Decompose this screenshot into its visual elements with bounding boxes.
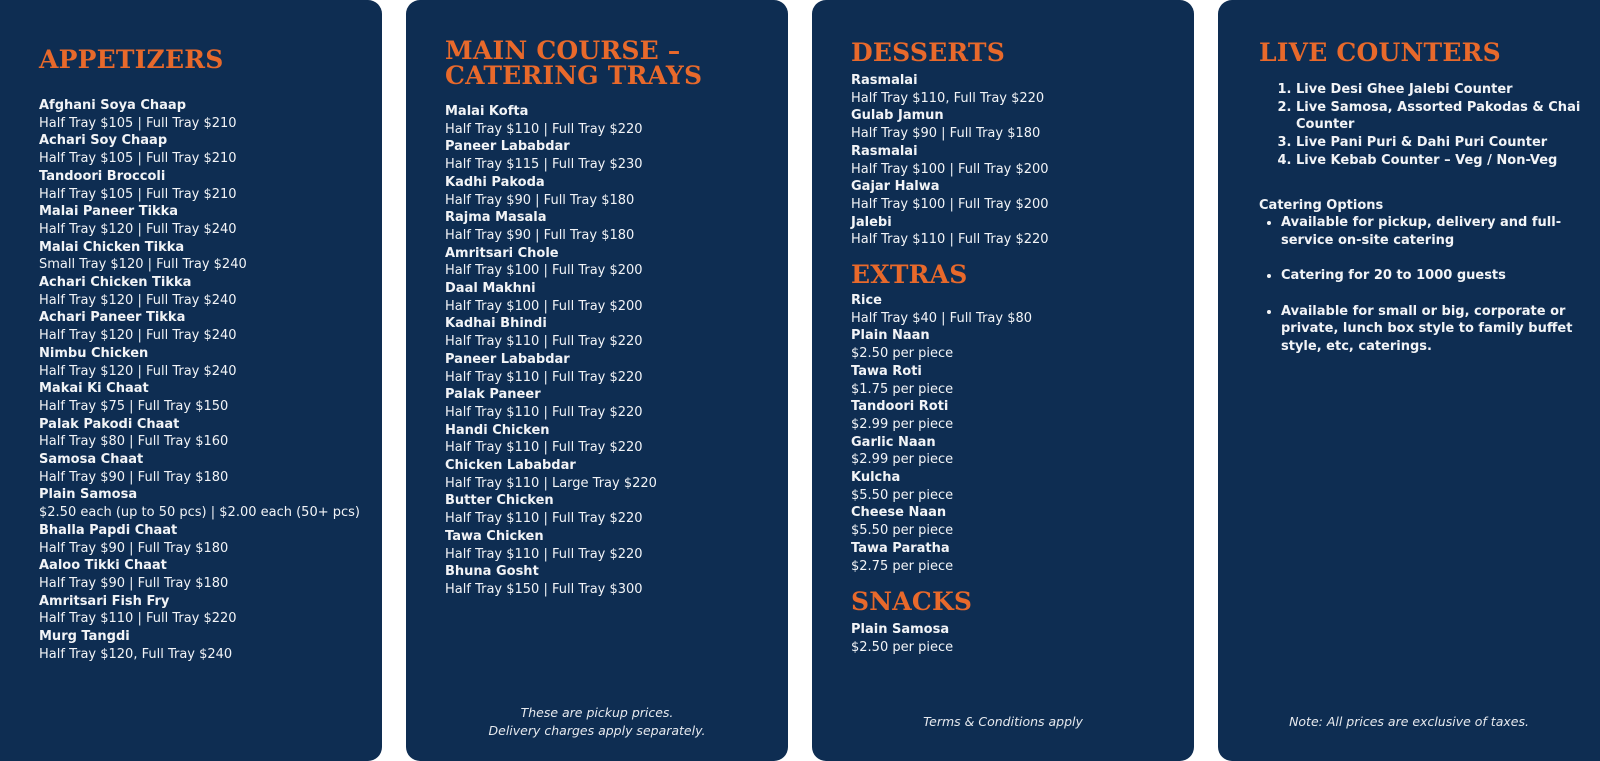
main-course-panel bbox=[406, 0, 788, 761]
desserts-list bbox=[851, 72, 1174, 249]
menu-item-price: Half Tray $110 | Full Tray $220 bbox=[445, 404, 643, 420]
menu-item-price: Half Tray $100 | Full Tray $200 bbox=[851, 161, 1049, 177]
menu-item-name: Makai Ki Chaat bbox=[39, 381, 149, 397]
menu-item-price: Half Tray $90 | Full Tray $180 bbox=[39, 469, 229, 485]
menu-item-name: Paneer Lababdar bbox=[445, 139, 570, 155]
menu-item-price: Half Tray $105 | Full Tray $210 bbox=[39, 115, 237, 131]
menu-item-name: Tawa Paratha bbox=[851, 540, 950, 556]
pickup-note-line2: Delivery charges apply separately. bbox=[488, 722, 706, 738]
menu-item-price: Half Tray $110 | Full Tray $220 bbox=[445, 440, 643, 456]
live-counters-heading: LIVE COUNTERS bbox=[1259, 38, 1501, 67]
menu-item-name: Malai Kofta bbox=[445, 104, 529, 119]
menu-item bbox=[39, 274, 362, 309]
menu-item bbox=[851, 398, 1174, 433]
menu-item-price: Half Tray $100 | Full Tray $200 bbox=[445, 263, 643, 279]
counter-item: 3. Live Pani Puri & Dahi Puri Counter bbox=[1296, 134, 1586, 152]
menu-item-price: $5.50 per piece bbox=[851, 487, 954, 503]
menu-item-price: Half Tray $90 | Full Tray $180 bbox=[445, 192, 635, 208]
menu-item-name: Chicken Lababdar bbox=[445, 458, 576, 474]
menu-item-price: Half Tray $110 | Full Tray $220 bbox=[445, 511, 643, 527]
menu-item-price: Half Tray $75 | Full Tray $150 bbox=[39, 398, 229, 414]
menu-item-name: Nimbu Chicken bbox=[39, 345, 149, 361]
main-course-content bbox=[445, 38, 768, 599]
menu-item bbox=[39, 416, 362, 451]
menu-item-price: Half Tray $80 | Full Tray $160 bbox=[39, 434, 229, 450]
menu-item-name: Gulab Jamun bbox=[851, 108, 944, 124]
menu-item bbox=[851, 363, 1174, 398]
menu-item-price: Half Tray $100 | Full Tray $200 bbox=[445, 298, 643, 314]
menu-item bbox=[39, 628, 362, 663]
menu-item bbox=[851, 143, 1174, 178]
pickup-note-line1: These are pickup prices. bbox=[520, 705, 674, 720]
menu-item-name: Bhalla Papdi Chaat bbox=[39, 522, 178, 538]
menu-item bbox=[39, 132, 362, 167]
menu-item-name: Daal Makhni bbox=[445, 281, 536, 297]
menu-item-name: Tandoori Roti bbox=[851, 399, 949, 415]
menu-item-price: Half Tray $90 | Full Tray $180 bbox=[39, 575, 229, 591]
menu-item-price: Half Tray $100 | Full Tray $200 bbox=[851, 196, 1049, 212]
menu-item-price: Half Tray $110 | Large Tray $220 bbox=[445, 475, 657, 491]
menu-item-price: Half Tray $110 | Full Tray $220 bbox=[445, 369, 643, 385]
menu-item-price: Half Tray $105 | Full Tray $210 bbox=[39, 151, 237, 167]
counter-item: 1. Live Desi Ghee Jalebi Counter bbox=[1296, 81, 1586, 99]
menu-item bbox=[445, 245, 768, 280]
desserts-extras-content bbox=[851, 40, 1174, 657]
menu-item bbox=[851, 214, 1174, 249]
counter-item: 4. Live Kebab Counter – Veg / Non-Veg bbox=[1296, 152, 1586, 170]
menu-item bbox=[445, 351, 768, 386]
menu-item-name: Amritsari Chole bbox=[445, 245, 559, 261]
menu-item-price: Half Tray $110 | Full Tray $220 bbox=[39, 611, 237, 627]
menu-item-price: Half Tray $110 | Full Tray $220 bbox=[445, 121, 643, 137]
menu-item-name: Murg Tangdi bbox=[39, 629, 130, 645]
menu-item bbox=[445, 422, 768, 457]
menu-item bbox=[851, 292, 1174, 327]
menu-item-name: Kadhi Pakoda bbox=[445, 174, 545, 190]
menu-item-name: Afghani Soya Chaap bbox=[39, 98, 186, 113]
menu-item bbox=[445, 528, 768, 563]
catering-option: • Catering for 20 to 1000 guests bbox=[1281, 267, 1586, 285]
menu-item bbox=[445, 138, 768, 173]
menu-item-name: Samosa Chaat bbox=[39, 452, 144, 468]
live-counters-list bbox=[1259, 81, 1586, 170]
menu-item bbox=[39, 593, 362, 628]
menu-item bbox=[445, 280, 768, 315]
menu-item bbox=[851, 107, 1174, 142]
menu-item-name: Rajma Masala bbox=[445, 210, 547, 226]
menu-item-name: Rasmalai bbox=[851, 73, 918, 88]
desserts-extras-panel bbox=[812, 0, 1194, 761]
menu-item-name: Paneer Lababdar bbox=[445, 351, 570, 367]
menu-item-name: Garlic Naan bbox=[851, 434, 936, 450]
tax-note: Note: All prices are exclusive of taxes. bbox=[1289, 714, 1529, 729]
menu-item bbox=[445, 174, 768, 209]
menu-item bbox=[445, 563, 768, 598]
menu-item-name: Achari Paneer Tikka bbox=[39, 310, 186, 326]
menu-item bbox=[39, 486, 362, 521]
menu-item-name: Achari Soy Chaap bbox=[39, 133, 168, 149]
appetizers-content bbox=[39, 47, 362, 664]
menu-item bbox=[851, 540, 1174, 575]
menu-item-price: Half Tray $90 | Full Tray $180 bbox=[39, 540, 229, 556]
menu-item-name: Amritsari Fish Fry bbox=[39, 593, 170, 609]
menu-item bbox=[851, 504, 1174, 539]
menu-item bbox=[445, 209, 768, 244]
menu-item-price: $5.50 per piece bbox=[851, 523, 954, 539]
menu-item bbox=[39, 309, 362, 344]
menu-item-name: Palak Pakodi Chaat bbox=[39, 416, 180, 432]
menu-item bbox=[39, 557, 362, 592]
pickup-note bbox=[406, 704, 788, 739]
menu-item bbox=[39, 168, 362, 203]
menu-item-name: Plain Naan bbox=[851, 328, 930, 344]
menu-item-price: Half Tray $120 | Full Tray $240 bbox=[39, 221, 237, 237]
menu-item bbox=[851, 469, 1174, 504]
menu-item-name: Kadhai Bhindi bbox=[445, 316, 547, 332]
menu-item-name: Achari Chicken Tikka bbox=[39, 275, 192, 291]
menu-item-price: Half Tray $110 | Full Tray $220 bbox=[851, 232, 1049, 248]
menu-item-price: $2.50 per piece bbox=[851, 639, 954, 655]
menu-item bbox=[39, 451, 362, 486]
menu-item-name: Palak Paneer bbox=[445, 387, 541, 403]
appetizers-panel bbox=[0, 0, 382, 761]
menu-item-name: Bhuna Gosht bbox=[445, 564, 539, 580]
menu-item-price: Half Tray $120 | Full Tray $240 bbox=[39, 328, 237, 344]
menu-item-name: Gajar Halwa bbox=[851, 179, 940, 195]
live-counters-panel bbox=[1218, 0, 1600, 761]
menu-item-price: $1.75 per piece bbox=[851, 381, 954, 397]
menu-item bbox=[39, 97, 362, 132]
menu-item-price: Half Tray $105 | Full Tray $210 bbox=[39, 186, 237, 202]
menu-item-price: Half Tray $110 | Full Tray $220 bbox=[445, 546, 643, 562]
menu-item bbox=[851, 178, 1174, 213]
menu-item bbox=[39, 345, 362, 380]
snacks-list bbox=[851, 621, 1174, 656]
menu-item-price: Small Tray $120 | Full Tray $240 bbox=[39, 257, 247, 273]
menu-item bbox=[851, 72, 1174, 107]
menu-item-name: Rasmalai bbox=[851, 143, 918, 159]
menu-item-price: Half Tray $110 | Full Tray $220 bbox=[445, 334, 643, 350]
main-course-heading-line1: MAIN COURSE – bbox=[445, 36, 681, 65]
menu-item bbox=[445, 103, 768, 138]
menu-item bbox=[851, 621, 1174, 656]
menu-item-price: Half Tray $110, Full Tray $220 bbox=[851, 90, 1045, 106]
main-course-heading bbox=[445, 38, 768, 88]
extras-list bbox=[851, 292, 1174, 575]
extras-heading: EXTRAS bbox=[851, 260, 968, 290]
menu-item bbox=[851, 434, 1174, 469]
menu-item-price: $2.50 per piece bbox=[851, 346, 954, 362]
counter-item: 2. Live Samosa, Assorted Pakodas & Chai Counter bbox=[1296, 99, 1586, 134]
menu-item bbox=[39, 380, 362, 415]
main-course-list bbox=[445, 103, 768, 599]
menu-item-name: Aaloo Tikki Chaat bbox=[39, 558, 167, 574]
menu-item-price: Half Tray $115 | Full Tray $230 bbox=[445, 157, 643, 173]
menu-item bbox=[39, 239, 362, 274]
menu-item bbox=[851, 327, 1174, 362]
menu-item-name: Malai Chicken Tikka bbox=[39, 239, 185, 255]
menu-item bbox=[445, 492, 768, 527]
main-course-heading-line2: CATERING TRAYS bbox=[445, 61, 703, 90]
live-counters-content bbox=[1259, 40, 1586, 374]
snacks-heading: SNACKS bbox=[851, 587, 973, 617]
menu-item-name: Tawa Roti bbox=[851, 363, 922, 379]
menu-item bbox=[445, 315, 768, 350]
menu-item bbox=[39, 522, 362, 557]
desserts-heading: DESSERTS bbox=[851, 38, 1005, 67]
menu-item-price: $2.99 per piece bbox=[851, 416, 954, 432]
appetizers-heading: APPETIZERS bbox=[39, 45, 224, 74]
menu-item-name: Malai Paneer Tikka bbox=[39, 204, 179, 220]
menu-item-name: Jalebi bbox=[851, 214, 892, 230]
menu-item-name: Handi Chicken bbox=[445, 422, 550, 438]
menu-item bbox=[39, 203, 362, 238]
menu-item-name: Tandoori Broccoli bbox=[39, 168, 166, 184]
menu-item-price: Half Tray $150 | Full Tray $300 bbox=[445, 581, 643, 597]
menu-item-name: Cheese Naan bbox=[851, 505, 947, 521]
catering-options-list bbox=[1259, 214, 1586, 356]
menu-item bbox=[445, 457, 768, 492]
catering-option: • Available for pickup, delivery and full-service on-site catering bbox=[1281, 214, 1586, 249]
menu-item-price: Half Tray $120 | Full Tray $240 bbox=[39, 363, 237, 379]
menu-item-name: Rice bbox=[851, 293, 882, 309]
menu-item-name: Tawa Chicken bbox=[445, 528, 544, 544]
menu-item-name: Kulcha bbox=[851, 470, 901, 486]
menu-item-name: Butter Chicken bbox=[445, 493, 554, 509]
terms-note: Terms & Conditions apply bbox=[923, 714, 1083, 729]
menu-item-price: $2.50 each (up to 50 pcs) | $2.00 each (50+ pcs) bbox=[39, 505, 360, 521]
menu-item-name: Plain Samosa bbox=[39, 487, 138, 503]
catering-options-title: Catering Options bbox=[1259, 197, 1384, 213]
appetizers-list bbox=[39, 97, 362, 664]
menu-item-price: Half Tray $40 | Full Tray $80 bbox=[851, 310, 1033, 326]
menu-item-name: Plain Samosa bbox=[851, 622, 950, 638]
menu-item bbox=[445, 386, 768, 421]
menu-item-price: Half Tray $90 | Full Tray $180 bbox=[445, 227, 635, 243]
menu-item-price: $2.75 per piece bbox=[851, 558, 954, 574]
menu-item-price: Half Tray $90 | Full Tray $180 bbox=[851, 126, 1041, 142]
menu-item-price: Half Tray $120 | Full Tray $240 bbox=[39, 292, 237, 308]
menu-item-price: $2.99 per piece bbox=[851, 452, 954, 468]
catering-option: • Available for small or big, corporate or private, lunch box style to family buffet style, etc, caterings. bbox=[1281, 303, 1586, 356]
menu-item-price: Half Tray $120, Full Tray $240 bbox=[39, 646, 233, 662]
